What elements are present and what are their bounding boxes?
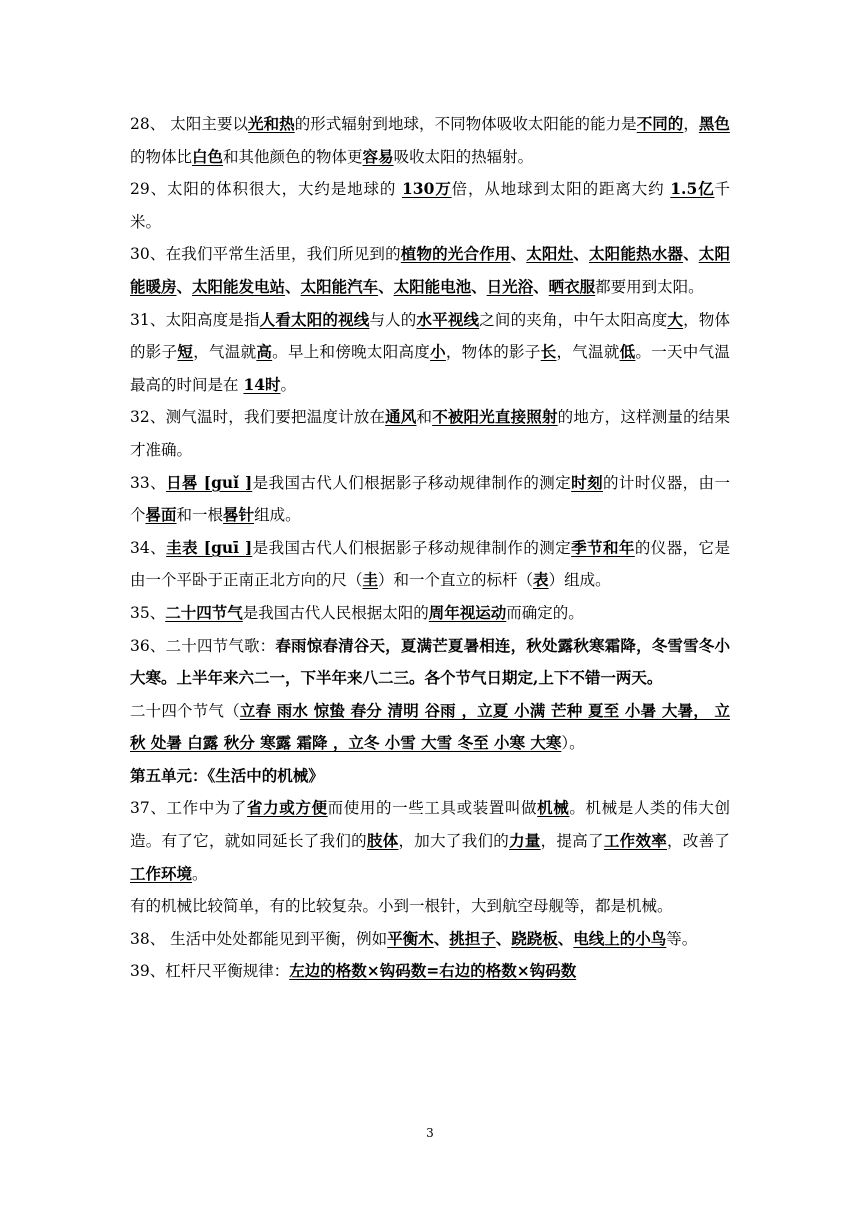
key-term: 小 bbox=[430, 342, 446, 362]
paragraph-p35 bbox=[130, 597, 730, 630]
bold-text: 、 bbox=[557, 928, 574, 948]
key-term: 力量 bbox=[509, 831, 541, 851]
paragraph-p34 bbox=[130, 532, 730, 597]
text-segment: 。机械是人类的伟大创造。有了它，就如同延长了我们的 bbox=[130, 799, 730, 851]
key-term: 肢体 bbox=[366, 831, 399, 851]
key-term: 长 bbox=[540, 342, 557, 362]
key-term: 周年视运动 bbox=[428, 602, 507, 622]
key-term: 机械 bbox=[537, 798, 570, 818]
key-term: 表 bbox=[533, 570, 549, 590]
key-term: 二十四节气 bbox=[165, 602, 243, 622]
text-segment: 。 bbox=[280, 375, 297, 394]
key-term: 日光浴 bbox=[486, 276, 534, 296]
key-term: 平衡木 bbox=[387, 928, 434, 948]
text-segment: 35、 bbox=[130, 603, 166, 622]
paragraph-p38 bbox=[130, 923, 730, 956]
key-term: 电线上的小鸟 bbox=[573, 928, 667, 948]
text-segment: 和其他颜色的物体更 bbox=[223, 147, 363, 166]
key-term: 不被阳光直接照射 bbox=[432, 407, 558, 427]
key-term: 挑担子 bbox=[449, 928, 496, 948]
document-body bbox=[130, 108, 730, 988]
key-term: 太阳灶 bbox=[526, 244, 574, 264]
text-segment: 36、二十四节气歌： bbox=[130, 636, 276, 655]
text-segment: 28、 bbox=[130, 115, 166, 133]
text-segment: 的计时仪器，由一个 bbox=[130, 473, 730, 525]
text-segment: 的仪器，它是由一个平卧于正南正北方向的尺（ bbox=[130, 538, 730, 590]
bold-text: 、 bbox=[495, 928, 512, 948]
text-segment: 32、测气温时，我们要把温度计放在 bbox=[130, 408, 386, 427]
text-segment: 的形式辐射到地球，不同物体吸收太阳能的能力是 bbox=[294, 115, 637, 133]
text-segment: 38、 bbox=[130, 929, 166, 948]
text-segment: ）和一个直立的标杆（ bbox=[378, 571, 534, 590]
page-number: 3 bbox=[426, 1126, 434, 1140]
key-term: 工作效率 bbox=[603, 831, 668, 851]
text-segment: 的地方，这样测量的结果才准确。 bbox=[130, 408, 730, 459]
text-segment: ）。 bbox=[561, 734, 585, 753]
bold-text: 、 bbox=[285, 276, 301, 296]
key-term: 1.5亿 bbox=[670, 179, 715, 199]
paragraph-p36 bbox=[130, 630, 730, 695]
key-term: 太阳能发电站 bbox=[192, 276, 286, 296]
text-segment: 。一天中气温最高的时间是在 bbox=[130, 343, 730, 394]
text-segment: 和一根 bbox=[176, 506, 224, 525]
paragraph-p28 bbox=[130, 108, 730, 173]
bold-text: 第五单元：《生活中的机械》 bbox=[130, 765, 324, 785]
key-term: 大 bbox=[667, 309, 684, 329]
key-term: 太阳能热水器 bbox=[588, 244, 684, 264]
paragraph-p32 bbox=[130, 401, 730, 466]
bold-text: 、 bbox=[378, 276, 394, 296]
key-term: 植物的光合作用 bbox=[400, 244, 511, 264]
paragraph-p33 bbox=[130, 467, 730, 532]
key-term: 跷跷板 bbox=[511, 928, 558, 948]
text-segment: 33、 bbox=[130, 473, 167, 492]
text-segment: 都要用到太阳。 bbox=[595, 277, 704, 296]
key-term: 晷面 bbox=[145, 505, 177, 525]
text-segment: ，加大了我们的 bbox=[398, 832, 510, 851]
text-segment: 之间的夹角，中午太阳高度 bbox=[479, 310, 668, 329]
paragraph-p31 bbox=[130, 304, 730, 402]
text-segment: 29、太阳的体积很大，大约是地球的 bbox=[130, 180, 402, 199]
key-term: 不同的 bbox=[636, 114, 684, 133]
bold-text: 、 bbox=[176, 276, 193, 296]
text-segment: 。 bbox=[192, 864, 208, 883]
text-segment: ，气温就 bbox=[193, 343, 257, 362]
key-term: 晒衣服 bbox=[548, 276, 596, 296]
text-segment: ，改善了 bbox=[667, 832, 730, 851]
key-term: 通风 bbox=[385, 407, 417, 427]
text-segment: 。早上和傍晚太阳高度 bbox=[272, 343, 431, 362]
text-segment: 而使用的一些工具或装置叫做 bbox=[327, 799, 538, 818]
paragraph-p30 bbox=[130, 238, 730, 303]
text-segment: 和 bbox=[416, 408, 433, 427]
key-term: 短 bbox=[177, 342, 194, 362]
key-term: 14时 bbox=[243, 374, 281, 394]
bold-text: 春雨惊春清谷天，夏满芒夏暑相连，秋处露秋寒霜降，冬雪雪冬小大寒。上半年来六二一，下半年来八二三。各个节气日期定,上下不错一两天。 bbox=[130, 635, 730, 688]
bold-text: 、 bbox=[433, 928, 450, 948]
text-segment: 是我国古代人民根据太阳的 bbox=[242, 603, 429, 622]
text-segment: 二十四个节气（ bbox=[130, 701, 240, 720]
key-term: 太阳能电池 bbox=[393, 276, 472, 296]
text-segment: 30、在我们平常生活里，我们所见到的 bbox=[130, 245, 401, 264]
key-term: 日晷 [guǐ ] bbox=[166, 472, 253, 492]
key-term: 太阳能汽车 bbox=[300, 276, 379, 296]
text-segment: 有的机械比较简单，有的比较复杂。小到一根针，大到航空母舰等，都是机械。 bbox=[130, 897, 673, 916]
key-term: 人看太阳的视线 bbox=[259, 309, 370, 329]
text-segment: 是我国古代人们根据影子移动规律制作的测定 bbox=[252, 538, 572, 557]
paragraph-p29 bbox=[130, 173, 730, 238]
key-term: 太阳能暖房 bbox=[130, 244, 730, 296]
text-segment: 倍，从地球到太阳的距离大约 bbox=[451, 180, 671, 199]
bold-text: 、 bbox=[573, 244, 589, 264]
bold-text: 、 bbox=[683, 244, 699, 264]
text-segment: 等。 bbox=[666, 929, 698, 948]
text-segment: ，气温就 bbox=[556, 343, 620, 362]
paragraph-p39 bbox=[130, 955, 730, 988]
key-term: 光和热 bbox=[248, 114, 295, 133]
paragraph-p36b bbox=[130, 695, 730, 760]
bold-text: 、 bbox=[533, 276, 549, 296]
text-segment: 39、杠杆尺平衡规律： bbox=[130, 962, 290, 981]
key-term: 晷针 bbox=[223, 505, 255, 525]
text-segment: ）组成。 bbox=[548, 571, 611, 590]
key-term: 高 bbox=[256, 342, 273, 362]
key-term: 省力或方便 bbox=[247, 798, 328, 818]
key-term: 水平视线 bbox=[416, 309, 480, 329]
key-term: 圭 bbox=[362, 570, 379, 590]
text-segment: ，物体的影子 bbox=[445, 343, 541, 362]
text-segment: 的物体比 bbox=[130, 147, 193, 166]
key-term: 白色 bbox=[192, 146, 224, 166]
text-segment: ，提高了 bbox=[540, 832, 604, 851]
key-term: 圭表 [guī ] bbox=[166, 537, 253, 557]
text-segment: 千米。 bbox=[130, 180, 730, 231]
key-term: 黑色 bbox=[698, 114, 730, 133]
paragraph-p37b bbox=[130, 890, 730, 923]
key-term: 季节和年 bbox=[571, 537, 635, 557]
key-term: 工作环境 bbox=[130, 863, 193, 883]
text-segment: 34、 bbox=[130, 538, 167, 557]
key-term: 130万 bbox=[402, 179, 452, 199]
key-term: 时刻 bbox=[571, 472, 603, 492]
paragraph-unit5 bbox=[130, 760, 730, 793]
text-segment: 37、工作中为了 bbox=[130, 799, 248, 818]
text-segment: 与人的 bbox=[369, 310, 417, 329]
key-term: 立春 雨水 惊蛰 春分 清明 谷雨 ，立夏 小满 芒种 夏至 小暑 大暑， 立秋 处暑 白露 秋分 寒露 霜降 ，立冬 小雪 大雪 冬至 小寒 大寒 bbox=[130, 700, 730, 753]
text-segment: ， bbox=[683, 115, 699, 133]
text-segment: 吸收太阳的热辐射。 bbox=[393, 147, 534, 166]
key-term: 容易 bbox=[362, 146, 394, 166]
key-term: 左边的格数×钩码数=右边的格数×钩码数 bbox=[289, 961, 577, 981]
bold-text: 、 bbox=[471, 276, 487, 296]
bold-text: 、 bbox=[510, 244, 527, 264]
text-segment: 31、太阳高度是指 bbox=[130, 310, 260, 329]
text-segment: 是我国古代人们根据影子移动规律制作的测定 bbox=[252, 473, 572, 492]
text-segment: 生活中处处都能见到平衡，例如 bbox=[165, 929, 388, 948]
text-segment: 组成。 bbox=[254, 506, 301, 525]
key-term: 低 bbox=[619, 342, 636, 362]
paragraph-p37 bbox=[130, 792, 730, 890]
text-segment: 而确定的。 bbox=[506, 603, 584, 622]
text-segment: 太阳主要以 bbox=[165, 115, 249, 133]
text-segment: ，物体的影子 bbox=[130, 310, 730, 362]
